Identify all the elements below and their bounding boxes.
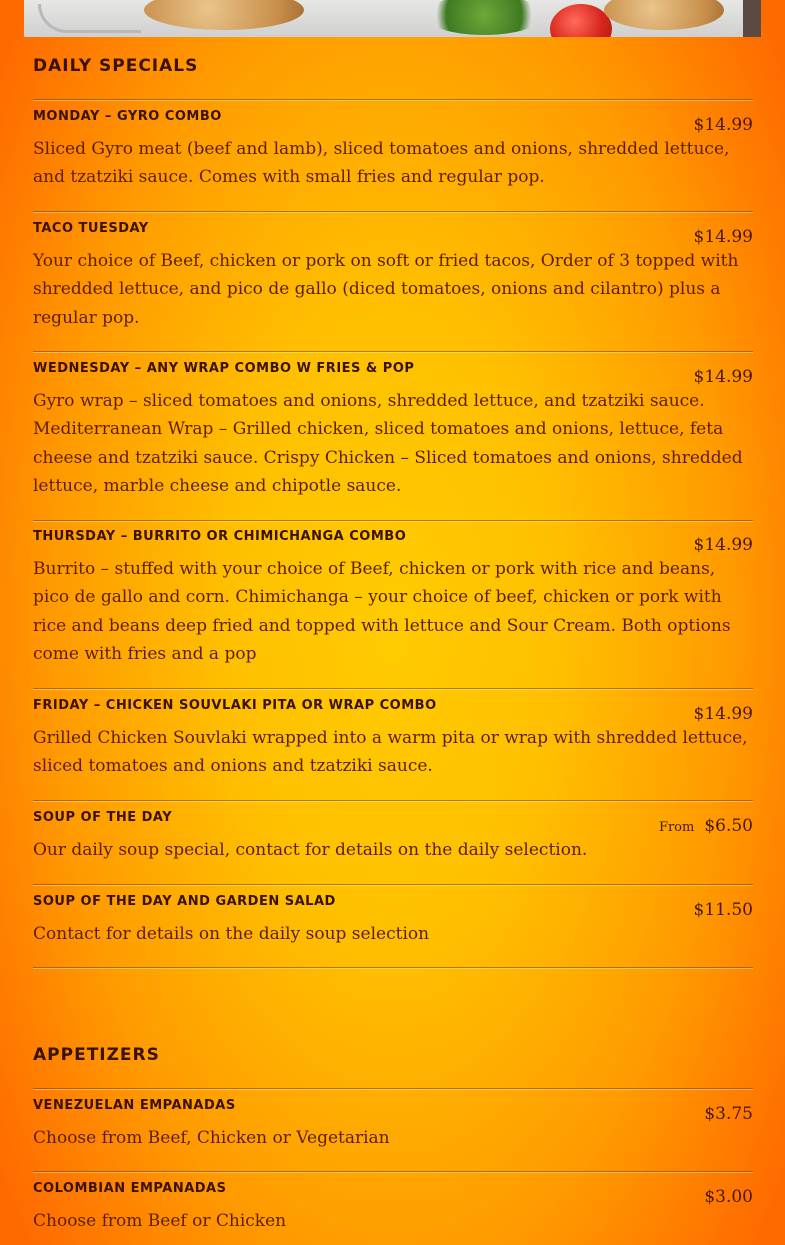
item-name: WEDNESDAY – ANY WRAP COMBO W FRIES & POP — [33, 361, 415, 376]
item-description: Grilled Chicken Souvlaki wrapped into a warm pita or wrap with shredded lettuce, sliced tomatoes and onions and tzatziki sauce. — [33, 728, 748, 777]
item-description: Burrito – stuffed with your choice of Beef, chicken or pork with rice and beans, pico de gallo and corn. Chimichanga – your choice of beef, chicken or pork with rice and beans deep fried and topped with lettuce and Sour Cream. Both options come with fries and a pop — [33, 559, 731, 665]
item-description: Our daily soup special, contact for details on the daily selection. — [33, 840, 588, 860]
item-description: Your choice of Beef, chicken or pork on soft or fried tacos, Order of 3 topped with shredded lettuce, and pico de gallo (diced tomatoes, onions and cilantro) plus a regular pop. — [33, 251, 739, 328]
divider — [33, 520, 753, 521]
item-name: SOUP OF THE DAY AND GARDEN SALAD — [33, 894, 336, 909]
divider — [33, 351, 753, 352]
item-description: Gyro wrap – sliced tomatoes and onions, shredded lettuce, and tzatziki sauce. Mediterranean Wrap – Grilled chicken, sliced tomatoes and onions, lettuce, feta cheese and tzatziki sauce. Crispy Chicken – Sliced tomatoes and onions, shredded lettuce, marble cheese and chipotle sauce. — [33, 391, 743, 497]
divider — [33, 800, 753, 801]
item-price: $14.99 — [693, 704, 753, 724]
item-price: $14.99 — [693, 367, 753, 387]
item-description: Choose from Beef or Chicken — [33, 1211, 287, 1231]
price-prefix: From — [658, 820, 695, 835]
item-price: $11.50 — [693, 900, 753, 920]
item-name: TACO TUESDAY — [33, 221, 149, 236]
item-name: COLOMBIAN EMPANADAS — [33, 1181, 227, 1196]
divider — [33, 211, 753, 212]
item-price — [659, 816, 753, 836]
item-price: $3.75 — [704, 1104, 753, 1124]
item-description: Contact for details on the daily soup selection — [33, 924, 430, 944]
item-price: $14.99 — [693, 227, 753, 247]
item-name: MONDAY – GYRO COMBO — [33, 109, 222, 124]
item-price: $14.99 — [693, 115, 753, 135]
item-price: $3.00 — [704, 1187, 753, 1207]
item-price: $14.99 — [693, 535, 753, 555]
item-name: FRIDAY – CHICKEN SOUVLAKI PITA OR WRAP COMBO — [33, 698, 437, 713]
item-name: SOUP OF THE DAY — [33, 810, 173, 825]
item-description: Choose from Beef, Chicken or Vegetarian — [33, 1128, 390, 1148]
item-description: Sliced Gyro meat (beef and lamb), sliced tomatoes and onions, shredded lettuce, and tzatziki sauce. Comes with small fries and regular pop. — [33, 139, 730, 188]
section-title: DAILY SPECIALS — [33, 56, 199, 76]
section-title: APPETIZERS — [33, 1045, 160, 1065]
divider — [33, 1171, 753, 1172]
food-photo — [24, 0, 761, 37]
item-name: THURSDAY – BURRITO OR CHIMICHANGA COMBO — [33, 529, 407, 544]
tray-rim — [38, 4, 141, 33]
divider — [33, 967, 753, 968]
divider — [33, 688, 753, 689]
photo-background — [743, 0, 761, 37]
divider — [33, 99, 753, 100]
divider — [33, 1088, 753, 1089]
price-value: $6.50 — [704, 816, 753, 836]
divider — [33, 884, 753, 885]
item-name: VENEZUELAN EMPANADAS — [33, 1098, 236, 1113]
